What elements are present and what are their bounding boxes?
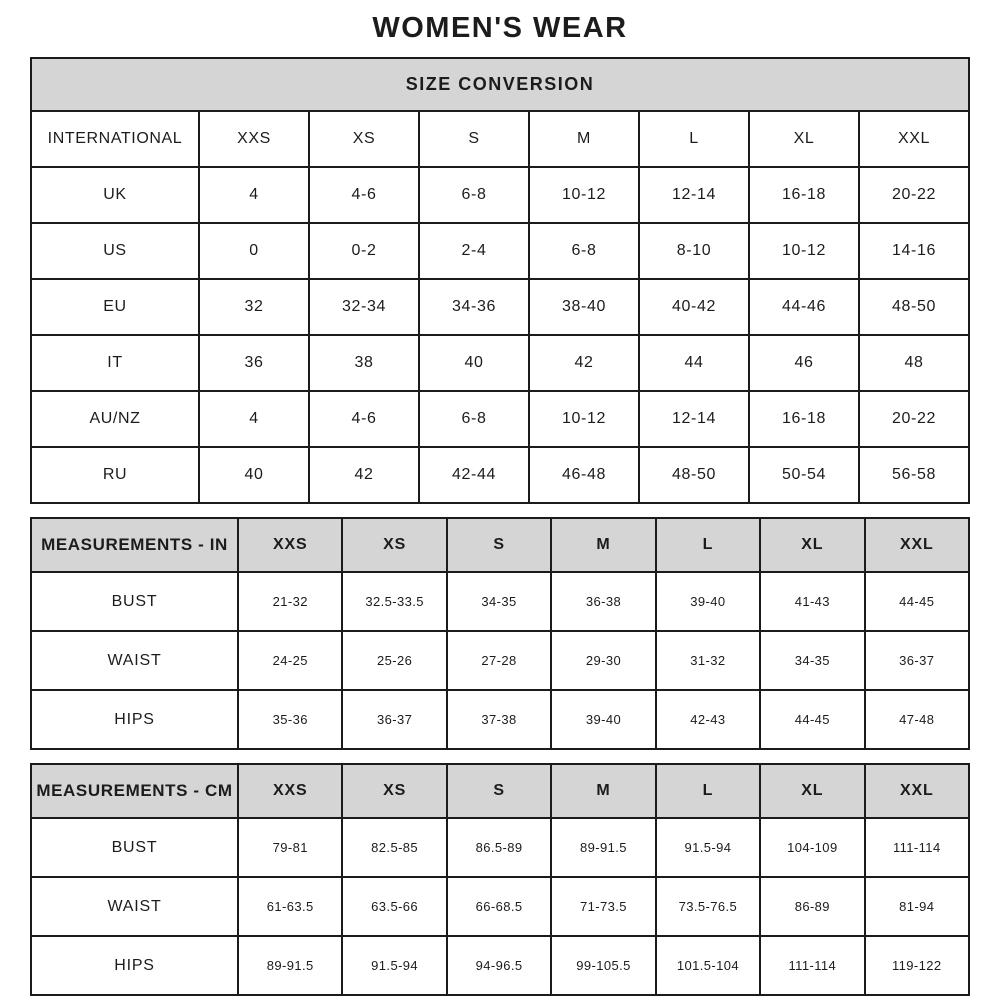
measurement-value-cell: 41-43: [760, 572, 864, 631]
region-label: AU/NZ: [31, 391, 199, 447]
size-value-cell: 8-10: [639, 223, 749, 279]
measurement-value-cell: 101.5-104: [656, 936, 760, 995]
table-row: [31, 279, 969, 335]
measurement-value-cell: 39-40: [551, 690, 655, 749]
size-value-cell: 40: [199, 447, 309, 503]
table-row: [31, 631, 969, 690]
measurement-value-cell: 91.5-94: [656, 818, 760, 877]
size-value-cell: 12-14: [639, 167, 749, 223]
measurement-value-cell: 111-114: [865, 818, 969, 877]
table-row: [31, 818, 969, 877]
region-label: US: [31, 223, 199, 279]
size-label: XS: [309, 111, 419, 167]
measurement-value-cell: 99-105.5: [551, 936, 655, 995]
size-value-cell: 44: [639, 335, 749, 391]
page-title: WOMEN'S WEAR: [372, 12, 628, 44]
measurement-value-cell: 25-26: [342, 631, 446, 690]
size-value-cell: 48-50: [859, 279, 969, 335]
measurement-value-cell: 34-35: [447, 572, 551, 631]
size-conversion-table: [30, 57, 970, 504]
size-label: XXS: [238, 764, 342, 818]
size-label: M: [529, 111, 639, 167]
size-label: XXL: [865, 518, 969, 572]
size-label: XL: [760, 518, 864, 572]
size-value-cell: 6-8: [529, 223, 639, 279]
measurement-value-cell: 81-94: [865, 877, 969, 936]
measurement-value-cell: 27-28: [447, 631, 551, 690]
size-value-cell: 12-14: [639, 391, 749, 447]
measurements-title: MEASUREMENTS - IN: [31, 518, 238, 572]
size-value-cell: 40: [419, 335, 529, 391]
size-value-cell: 14-16: [859, 223, 969, 279]
size-header-row: [31, 111, 969, 167]
size-value-cell: 16-18: [749, 391, 859, 447]
table-row: [31, 690, 969, 749]
measurement-value-cell: 37-38: [447, 690, 551, 749]
measurement-value-cell: 82.5-85: [342, 818, 446, 877]
size-value-cell: 2-4: [419, 223, 529, 279]
table-row: [31, 167, 969, 223]
size-label: L: [656, 518, 760, 572]
size-label: XXS: [238, 518, 342, 572]
size-label: XL: [749, 111, 859, 167]
measurement-value-cell: 91.5-94: [342, 936, 446, 995]
measurement-value-cell: 104-109: [760, 818, 864, 877]
size-value-cell: 46: [749, 335, 859, 391]
size-value-cell: 40-42: [639, 279, 749, 335]
measurement-value-cell: 21-32: [238, 572, 342, 631]
table-row: [31, 936, 969, 995]
table-row: [31, 877, 969, 936]
size-label: XXL: [865, 764, 969, 818]
size-value-cell: 6-8: [419, 167, 529, 223]
size-value-cell: 56-58: [859, 447, 969, 503]
size-value-cell: 0-2: [309, 223, 419, 279]
measurement-label: HIPS: [31, 936, 238, 995]
size-value-cell: 34-36: [419, 279, 529, 335]
measurement-label: WAIST: [31, 631, 238, 690]
measurement-value-cell: 86-89: [760, 877, 864, 936]
table-row: [31, 335, 969, 391]
measurements-in-table: [30, 517, 970, 750]
measurement-value-cell: 44-45: [865, 572, 969, 631]
size-value-cell: 4: [199, 167, 309, 223]
size-value-cell: 50-54: [749, 447, 859, 503]
measurement-label: BUST: [31, 818, 238, 877]
size-value-cell: 46-48: [529, 447, 639, 503]
size-value-cell: 48: [859, 335, 969, 391]
size-value-cell: 4-6: [309, 167, 419, 223]
size-value-cell: 38: [309, 335, 419, 391]
size-label: S: [447, 518, 551, 572]
measurement-value-cell: 73.5-76.5: [656, 877, 760, 936]
measurement-value-cell: 47-48: [865, 690, 969, 749]
size-value-cell: 16-18: [749, 167, 859, 223]
size-label: L: [656, 764, 760, 818]
table-title-row: [31, 58, 969, 111]
size-label: L: [639, 111, 749, 167]
measurement-value-cell: 44-45: [760, 690, 864, 749]
size-label: XXL: [859, 111, 969, 167]
measurement-value-cell: 24-25: [238, 631, 342, 690]
measurement-value-cell: 89-91.5: [238, 936, 342, 995]
measurement-value-cell: 61-63.5: [238, 877, 342, 936]
measurement-value-cell: 66-68.5: [447, 877, 551, 936]
table-row: [31, 572, 969, 631]
measurements-header-row: [31, 518, 969, 572]
measurement-value-cell: 94-96.5: [447, 936, 551, 995]
measurement-label: HIPS: [31, 690, 238, 749]
region-label: EU: [31, 279, 199, 335]
size-value-cell: 36: [199, 335, 309, 391]
size-value-cell: 42: [309, 447, 419, 503]
size-label: XXS: [199, 111, 309, 167]
size-value-cell: 48-50: [639, 447, 749, 503]
measurement-value-cell: 86.5-89: [447, 818, 551, 877]
region-label: UK: [31, 167, 199, 223]
size-value-cell: 32-34: [309, 279, 419, 335]
size-label: M: [551, 518, 655, 572]
row-label-international: INTERNATIONAL: [31, 111, 199, 167]
measurement-label: WAIST: [31, 877, 238, 936]
measurement-value-cell: 35-36: [238, 690, 342, 749]
size-label: S: [447, 764, 551, 818]
measurement-value-cell: 119-122: [865, 936, 969, 995]
measurement-value-cell: 89-91.5: [551, 818, 655, 877]
measurements-header-row: [31, 764, 969, 818]
size-value-cell: 20-22: [859, 391, 969, 447]
measurements-title: MEASUREMENTS - CM: [31, 764, 238, 818]
size-conversion-body: [31, 58, 969, 503]
region-label: IT: [31, 335, 199, 391]
table-row: [31, 223, 969, 279]
size-label: M: [551, 764, 655, 818]
size-value-cell: 42: [529, 335, 639, 391]
measurement-value-cell: 71-73.5: [551, 877, 655, 936]
measurement-value-cell: 32.5-33.5: [342, 572, 446, 631]
size-value-cell: 32: [199, 279, 309, 335]
measurement-value-cell: 39-40: [656, 572, 760, 631]
size-value-cell: 10-12: [529, 167, 639, 223]
measurement-value-cell: 111-114: [760, 936, 864, 995]
size-value-cell: 6-8: [419, 391, 529, 447]
size-value-cell: 10-12: [529, 391, 639, 447]
size-conversion-title: SIZE CONVERSION: [31, 58, 969, 111]
size-value-cell: 20-22: [859, 167, 969, 223]
size-label: XS: [342, 764, 446, 818]
measurement-value-cell: 36-37: [342, 690, 446, 749]
measurement-value-cell: 34-35: [760, 631, 864, 690]
size-value-cell: 44-46: [749, 279, 859, 335]
measurements-cm-body: [31, 764, 969, 995]
table-row: [31, 447, 969, 503]
measurements-in-body: [31, 518, 969, 749]
size-label: XL: [760, 764, 864, 818]
measurement-value-cell: 63.5-66: [342, 877, 446, 936]
size-label: XS: [342, 518, 446, 572]
measurements-cm-table: [30, 763, 970, 996]
size-value-cell: 38-40: [529, 279, 639, 335]
region-label: RU: [31, 447, 199, 503]
size-value-cell: 42-44: [419, 447, 529, 503]
size-label: S: [419, 111, 529, 167]
measurement-value-cell: 31-32: [656, 631, 760, 690]
size-value-cell: 4: [199, 391, 309, 447]
measurement-value-cell: 29-30: [551, 631, 655, 690]
size-value-cell: 0: [199, 223, 309, 279]
measurement-value-cell: 36-38: [551, 572, 655, 631]
measurement-label: BUST: [31, 572, 238, 631]
measurement-value-cell: 42-43: [656, 690, 760, 749]
measurement-value-cell: 79-81: [238, 818, 342, 877]
measurement-value-cell: 36-37: [865, 631, 969, 690]
size-value-cell: 4-6: [309, 391, 419, 447]
table-row: [31, 391, 969, 447]
size-value-cell: 10-12: [749, 223, 859, 279]
